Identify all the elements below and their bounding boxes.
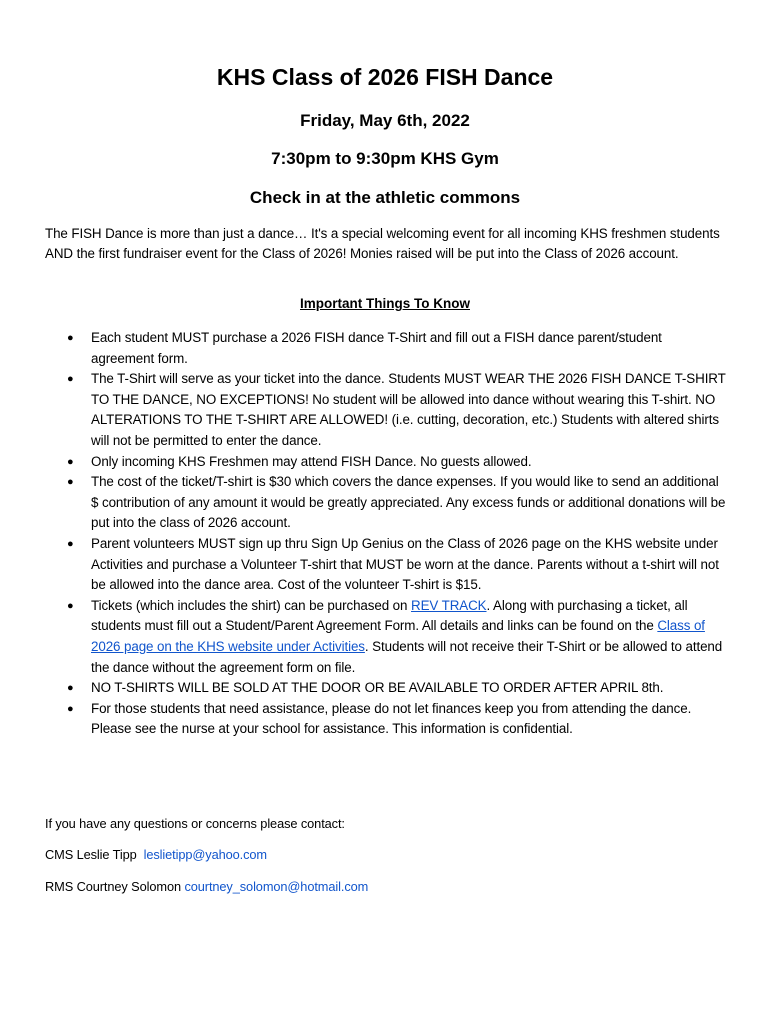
list-item-text: The cost of the ticket/T-shirt is $30 which covers the dance expenses. If you would like to send an additional $ contribution of any amount it would be greatly appreciated. Any excess funds or additional donations will be put into the class of 2026 account. [91, 474, 726, 531]
check-in-note: Check in at the athletic commons [249, 188, 521, 207]
bullet-icon: ● [67, 702, 74, 715]
bullet-icon: ● [67, 455, 74, 468]
list-item [0, 328, 726, 369]
list-item-text: . Along with purchasing a ticket, all students must fill out a Student/Parent Agreement Form. All details and links can be found on the [91, 597, 688, 634]
contact-leslie-tipp [45, 846, 735, 864]
contact-prompt: If you have any questions or concerns please contact: [45, 816, 345, 831]
rev-track-link[interactable]: REV TRACK [411, 597, 487, 613]
list-item-text: Each student MUST purchase a 2026 FISH dance T-Shirt and fill out a FISH dance parent/student agreement form. [91, 330, 662, 366]
list-item-text: Parent volunteers MUST sign up thru Sign Up Genius on the Class of 2026 page on the KHS website under Activities and purchase a Volunteer T-shirt that MUST be worn at the dance. Parents without a t-shirt will not be allowed into the dance area. Cost of the volunteer T-shirt is $15. [91, 535, 719, 593]
list-item-text: NO T-SHIRTS WILL BE SOLD AT THE DOOR OR BE AVAILABLE TO ORDER AFTER APRIL 8th. [91, 680, 664, 696]
bullet-icon: ● [67, 373, 74, 386]
contact-courtney-solomon [45, 878, 735, 896]
email-link[interactable]: courtney_solomon@hotmail.com [184, 879, 369, 894]
contact-name: CMS Leslie Tipp [45, 847, 137, 862]
list-item [0, 452, 726, 473]
list-item [0, 699, 726, 740]
document-title: KHS Class of 2026 FISH Dance [216, 64, 554, 90]
bullet-icon: ● [67, 332, 74, 344]
important-list [0, 328, 770, 740]
list-item [0, 369, 726, 451]
list-item-text: . Students will not receive their T-Shirt or be allowed to attend the dance without the agreement form on file. [91, 638, 723, 675]
list-item [0, 534, 726, 596]
list-item-text: The T-Shirt will serve as your ticket into the dance. Students MUST WEAR THE 2026 FISH DANCE T-SHIRT TO THE DANCE, NO EXCEPTIONS! No student will be allowed into dance without wearing this T-shirt. NO ALTERATIONS TO THE T-SHIRT ARE ALLOWED! (i.e. cutting, decoration, etc.) Students with altered shirts will not be permitted to enter the dance. [91, 371, 726, 448]
bullet-icon: ● [67, 537, 74, 550]
list-item [0, 596, 726, 678]
section-title: Important Things To Know [300, 296, 470, 311]
intro-paragraph: The FISH Dance is more than just a dance… It's a special welcoming event for all incoming KHS freshmen students AND the first fundraiser event for the Class of 2026! Monies raised will be put into the Class of 2026 account. [45, 226, 720, 261]
bullet-icon: ● [67, 682, 74, 695]
bullet-icon: ● [67, 476, 74, 489]
list-item [0, 678, 726, 699]
event-time-location: 7:30pm to 9:30pm KHS Gym [271, 149, 499, 168]
list-item-text: Only incoming KHS Freshmen may attend FISH Dance. No guests allowed. [91, 453, 532, 469]
event-date: Friday, May 6th, 2022 [300, 111, 470, 130]
bullet-icon: ● [67, 599, 74, 612]
list-item-text: Tickets (which includes the shirt) can be purchased on [91, 597, 412, 613]
contact-name: RMS Courtney Solomon [45, 879, 181, 894]
class-page-link[interactable]: Class of 2026 page on the KHS website under Activities [91, 618, 705, 654]
list-item [0, 472, 726, 534]
list-item-text: For those students that need assistance, please do not let finances keep you from attending the dance. Please see the nurse at your school for assistance. This information is confidential. [91, 700, 692, 737]
email-link[interactable]: leslietipp@yahoo.com [143, 847, 267, 862]
